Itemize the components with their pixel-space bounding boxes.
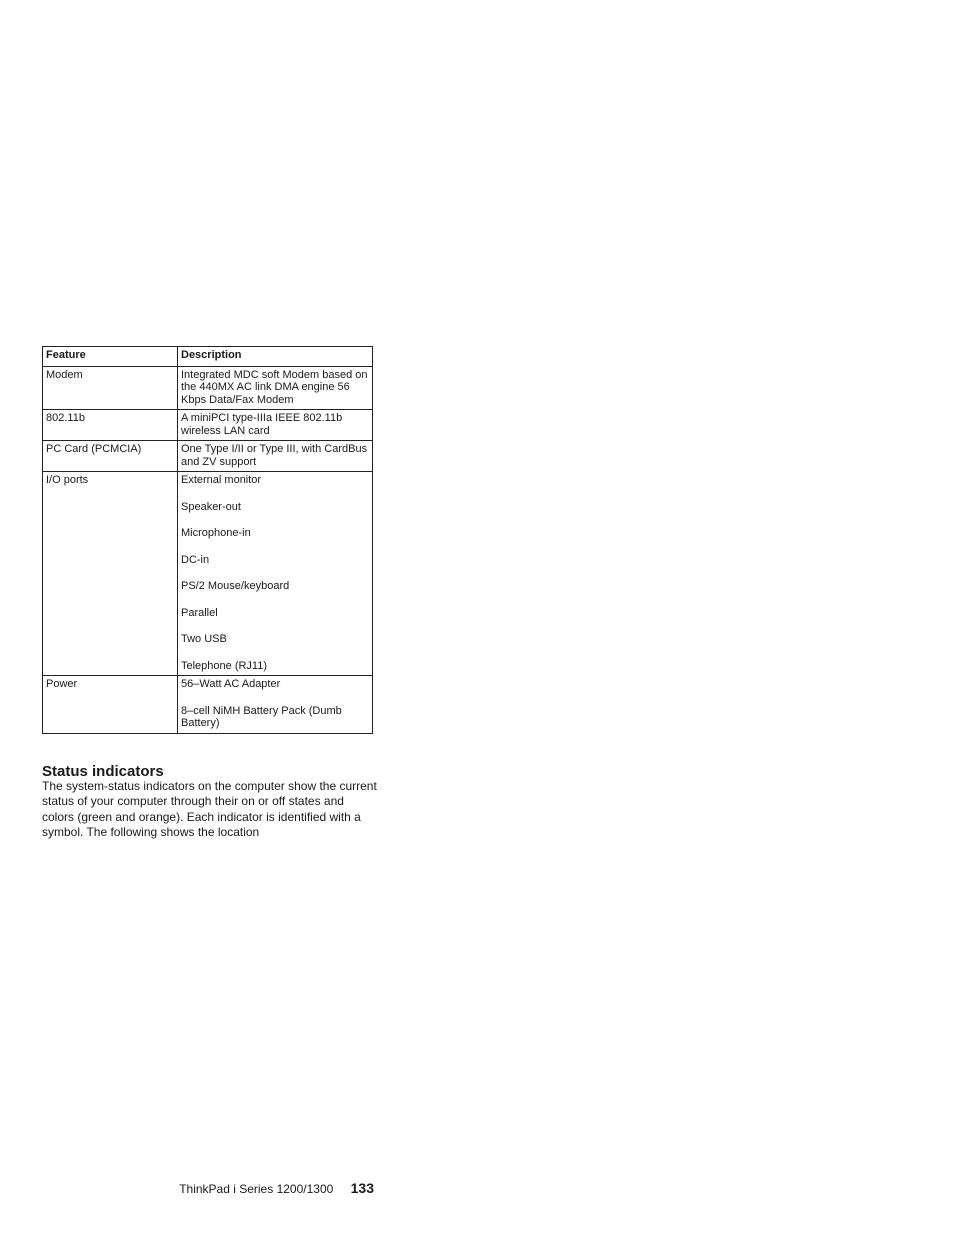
table-row	[43, 441, 373, 472]
feature-cell: I/O ports	[43, 472, 178, 676]
description-cell	[178, 676, 373, 734]
page-footer	[168, 1180, 374, 1196]
description-cell	[178, 410, 373, 441]
column-header-description: Description	[178, 347, 373, 367]
description-cell	[178, 441, 373, 472]
description-line: Parallel	[181, 606, 218, 619]
description-cell	[178, 472, 373, 676]
table-row	[43, 472, 373, 676]
feature-cell: Power	[43, 676, 178, 734]
description-line: A miniPCI type-IIIa IEEE 802.11b wireless LAN card	[181, 412, 343, 437]
section-body-text: The system-status indicators on the computer show the current status of your computer through their on or off states and colors (green and orange). Each indicator is identified with a symbol. The following shows the location	[42, 779, 377, 839]
table-row	[43, 676, 373, 734]
page-number: 133	[350, 1180, 374, 1196]
table-row	[43, 366, 373, 410]
table-header-row	[43, 347, 373, 367]
description-line: One Type I/II or Type III, with CardBus and ZV support	[181, 443, 368, 468]
feature-table	[42, 346, 373, 734]
description-line: Two USB	[181, 633, 227, 645]
feature-cell: 802.11b	[43, 410, 178, 441]
description-cell	[178, 366, 373, 410]
description-line: PS/2 Mouse/keyboard	[181, 580, 290, 592]
description-line: 56–Watt AC Adapter	[181, 678, 281, 690]
description-line: Telephone (RJ11)	[181, 659, 268, 672]
table-row	[43, 410, 373, 441]
description-line: Speaker-out	[181, 500, 241, 513]
description-line: 8–cell NiMH Battery Pack (Dumb Battery)	[181, 704, 342, 729]
column-header-feature: Feature	[43, 347, 178, 367]
description-line: Integrated MDC soft Modem based on the 440MX AC link DMA engine 56 Kbps Data/Fax Modem	[181, 368, 368, 406]
description-line: DC-in	[181, 553, 210, 566]
feature-cell: PC Card (PCMCIA)	[43, 441, 178, 472]
section-heading: Status indicators	[42, 763, 164, 780]
footer-title: ThinkPad i Series 1200/1300	[179, 1182, 334, 1196]
description-line: External monitor	[181, 474, 262, 486]
description-line: Microphone-in	[181, 527, 251, 539]
feature-cell: Modem	[43, 366, 178, 410]
